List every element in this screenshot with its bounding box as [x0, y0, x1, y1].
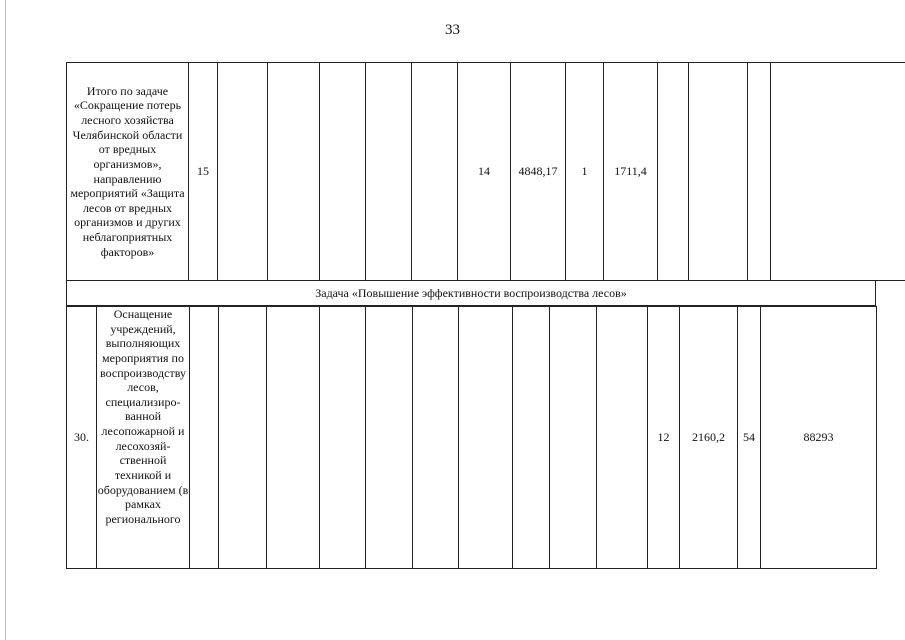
item-label-cell	[97, 307, 190, 569]
item-number: 30.	[67, 307, 97, 569]
table-cell: 1	[566, 63, 604, 281]
table-cell	[658, 63, 689, 281]
table-cell	[413, 307, 459, 569]
table-cell	[412, 63, 458, 281]
table-cell	[218, 63, 268, 281]
table-row-task-heading	[67, 281, 876, 306]
table-cell	[459, 307, 513, 569]
table-cell: 4848,17	[511, 63, 566, 281]
table-row-total	[67, 63, 905, 281]
table-cell	[513, 307, 550, 569]
table-cell	[320, 307, 366, 569]
table-cell: 2160,2	[680, 307, 738, 569]
table-cell	[268, 63, 320, 281]
scan-edge-line	[5, 0, 6, 640]
table-cell	[550, 307, 597, 569]
task-heading-table	[66, 280, 876, 306]
table-cell	[748, 63, 771, 281]
table-cell: 14	[458, 63, 511, 281]
task-heading: Задача «Повышение эффективности воспроизводства лесов»	[67, 281, 876, 306]
table-cell	[320, 63, 366, 281]
item-label: Оснащение учреждений, выполняющих мероприятия по воспроизводству лесов, специализированной лесопожарной и лесохозяйственной техникой и оборудованием (в рамках регионального	[97, 307, 189, 526]
table-cell: 88293	[761, 307, 877, 569]
table-cell	[190, 307, 219, 569]
total-row-label: Итого по задаче «Сокращение потерь лесного хозяйства Челябинской области от вредных организмов», направлению мероприятий «Защита лесов от вредных организмов и других неблагоприятных факторов»	[67, 63, 189, 281]
total-row-table	[66, 62, 905, 281]
table-cell: 54	[738, 307, 761, 569]
table-row-item-30	[67, 307, 877, 569]
table-cell	[771, 63, 905, 281]
table-cell	[267, 307, 320, 569]
table-cell	[219, 307, 267, 569]
table-cell	[597, 307, 648, 569]
page-number: 33	[445, 22, 460, 38]
table-cell: 12	[648, 307, 680, 569]
table-cell: 15	[189, 63, 218, 281]
table-cell	[366, 307, 413, 569]
table-cell	[366, 63, 412, 281]
table-cell: 1711,4	[604, 63, 658, 281]
item-row-table	[66, 306, 877, 569]
table-cell	[689, 63, 748, 281]
